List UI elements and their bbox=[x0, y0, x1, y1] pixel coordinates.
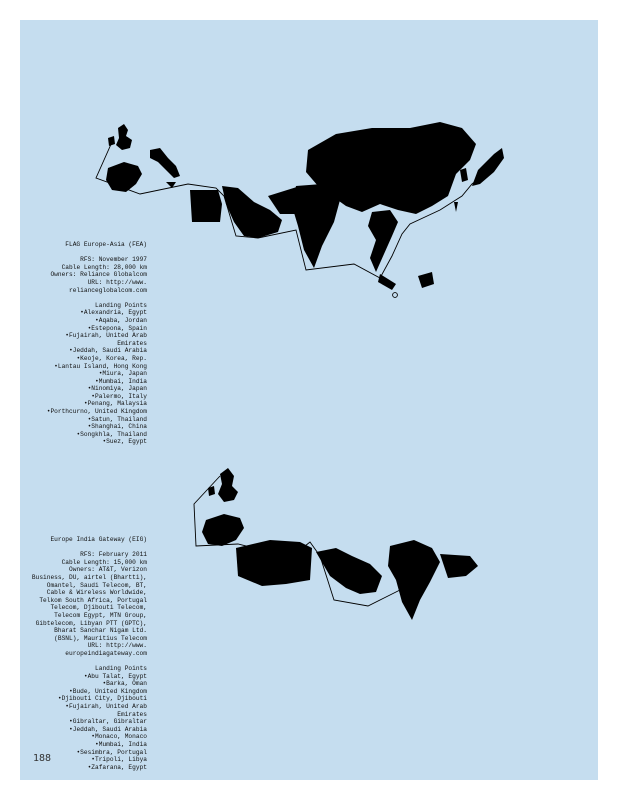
flag-landing-heading: Landing Points bbox=[95, 301, 147, 309]
eig-asia-east-shape bbox=[440, 554, 478, 578]
flag-landing-point: •Ninomiya, Japan bbox=[87, 385, 147, 393]
eig-landing-point: •Monaco, Monaco bbox=[91, 733, 147, 741]
eig-rfs: RFS: February 2011 bbox=[80, 551, 147, 559]
eig-iberia-shape bbox=[202, 514, 244, 546]
eig-landing-point: •Fujairah, United Arab bbox=[65, 703, 147, 711]
eig-owners: Telkom South Africa, Portugal bbox=[39, 596, 147, 604]
flag-landing-point: •Keoje, Korea, Rep. bbox=[76, 354, 147, 362]
eig-landing-point: •Barka, Oman bbox=[102, 680, 147, 688]
eig-uk-shape bbox=[218, 468, 238, 502]
flag-title: FLAG Europe-Asia (FEA) bbox=[65, 241, 147, 248]
flag-landing-point: •Songkhla, Thailand bbox=[76, 430, 147, 438]
eig-owners: Business, DU, airtel (Bhartti), bbox=[31, 573, 147, 581]
eig-landing-point: •Sesimbra, Portugal bbox=[76, 748, 147, 756]
flag-landing-point: •Miura, Japan bbox=[98, 370, 147, 378]
flag-landing-point: •Jeddah, Saudi Arabia bbox=[69, 347, 147, 355]
eig-owners: Cable & Wireless Worldwide, bbox=[46, 589, 147, 597]
flag-landing-point: •Shanghai, China bbox=[87, 423, 147, 431]
eig-landing-point: •Gibraltar, Gibraltar bbox=[69, 718, 147, 726]
flag-landing-point: •Penang, Malaysia bbox=[83, 400, 147, 408]
eig-landing-heading: Landing Points bbox=[95, 665, 147, 673]
eig-landing-point: •Abu Talat, Egypt bbox=[83, 672, 147, 680]
flag-landing-point: •Satun, Thailand bbox=[87, 415, 147, 423]
flag-landing-point: •Alexandria, Egypt bbox=[80, 309, 147, 317]
flag-landing-point: •Aqaba, Jordan bbox=[95, 316, 147, 324]
eig-url-2: europeindiagateway.com bbox=[65, 649, 147, 657]
flag-landing-point: Emirates bbox=[117, 339, 147, 347]
flag-landing-point: •Estepona, Spain bbox=[87, 324, 147, 332]
eig-landing-point: •Mumbai, India bbox=[95, 741, 147, 749]
eig-landing-point: •Jeddah, Saudi Arabia bbox=[69, 725, 147, 733]
eig-url-1: URL: http://www. bbox=[87, 642, 147, 650]
eig-landing-point: •Tripoli, Libya bbox=[91, 756, 147, 764]
eig-india-shape bbox=[388, 540, 440, 620]
flag-landing-point: •Mumbai, India bbox=[95, 377, 147, 385]
eig-owners: (BSNL), Mauritius Telecom bbox=[54, 634, 147, 642]
flag-length: Cable Length: 28,000 km bbox=[61, 263, 147, 271]
eig-landing-point: •Djibouti City, Djibouti bbox=[57, 695, 147, 703]
eig-landing-point: •Bude, United Kingdom bbox=[69, 687, 147, 695]
eig-owners: Telecom, Djibouti Telecom, bbox=[50, 604, 147, 612]
eig-landing-point: •Zafarana, Egypt bbox=[87, 763, 147, 771]
eig-owners: Omantel, Saudi Telecom, BT, bbox=[46, 581, 147, 589]
flag-url-1: URL: http://www. bbox=[87, 278, 147, 286]
flag-rfs: RFS: November 1997 bbox=[80, 256, 147, 264]
flag-owners: Owners: Reliance Globalcom bbox=[50, 271, 147, 279]
eig-owners: Gibtelecom, Libyan PTT (GPTC), bbox=[35, 619, 147, 627]
eig-landmass bbox=[202, 468, 478, 620]
eig-north-africa-shape bbox=[236, 540, 312, 586]
flag-landing-point: •Fujairah, United Arab bbox=[65, 332, 147, 340]
flag-landing-point: •Suez, Egypt bbox=[102, 438, 147, 446]
eig-landing-point: Emirates bbox=[117, 710, 147, 718]
flag-url-2: relianceglobalcom.com bbox=[69, 286, 147, 294]
eig-horn-shape bbox=[316, 548, 382, 594]
page-number: 188 bbox=[33, 753, 52, 764]
eig-owners: Bharat Sanchar Nigam Ltd. bbox=[54, 627, 147, 635]
flag-text-block bbox=[30, 241, 147, 446]
eig-length: Cable Length: 15,000 km bbox=[61, 558, 147, 566]
flag-landing-point: •Lantau Island, Hong Kong bbox=[54, 362, 147, 370]
eig-owners: Telecom Egypt, MTN Group, bbox=[54, 611, 147, 619]
flag-landing-point: •Porthcurno, United Kingdom bbox=[46, 408, 147, 416]
eig-text-block bbox=[30, 536, 147, 771]
flag-landing-point: •Palermo, Italy bbox=[91, 392, 147, 400]
eig-title: Europe India Gateway (EIG) bbox=[50, 536, 147, 543]
eig-owners: Owners: AT&T, Verizon bbox=[69, 566, 147, 574]
